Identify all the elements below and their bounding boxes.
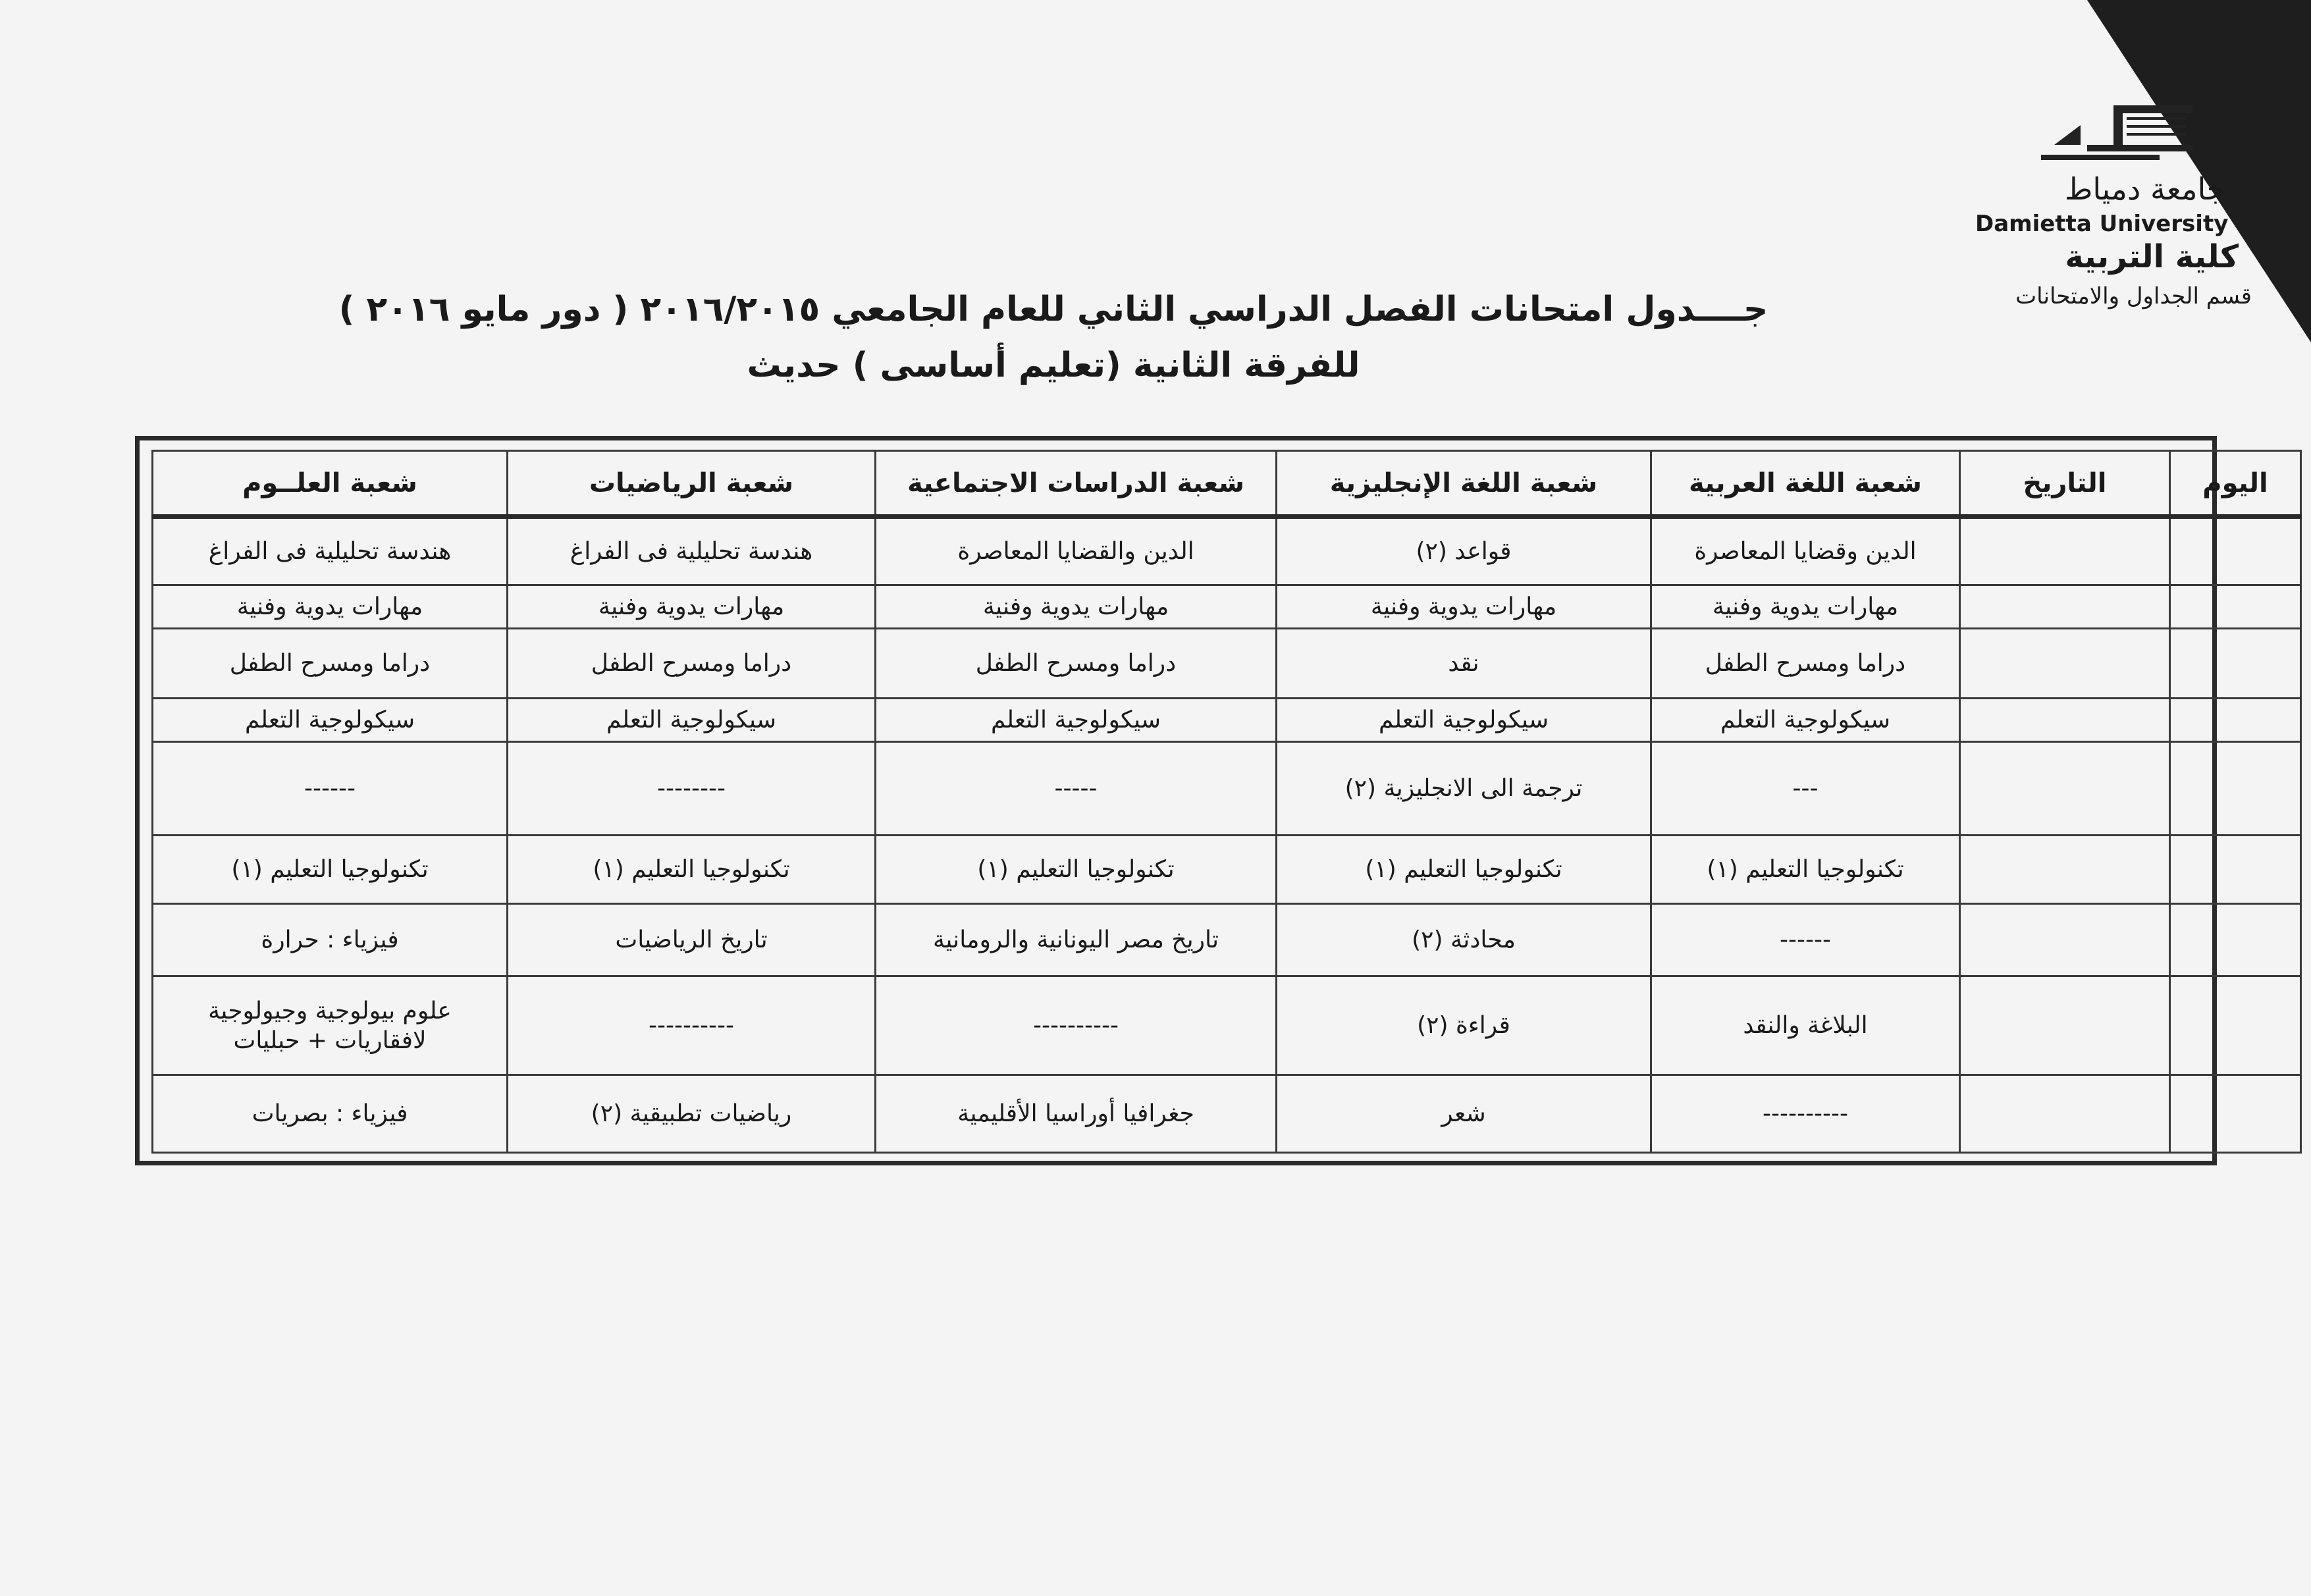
cell-arabic: سيكولوجية التعلم (1651, 699, 1960, 742)
cell-arabic: مهارات يدوية وفنية (1651, 585, 1960, 629)
cell-social: سيكولوجية التعلم (876, 699, 1277, 742)
university-logo (1969, 99, 2252, 309)
cell-math: -------- (508, 742, 876, 836)
cell-english: ترجمة الى الانجليزية (٢) (1277, 742, 1651, 836)
cell-social: تكنولوجيا التعليم (١) (876, 836, 1277, 904)
table-header-row (153, 451, 2301, 517)
cell-english: مهارات يدوية وفنية (1277, 585, 1651, 629)
cell-day (2170, 836, 2301, 904)
col-header-arabic: شعبة اللغة العربية (1651, 451, 1960, 517)
cell-date (1960, 585, 2170, 629)
exam-schedule-table (151, 450, 2302, 1154)
cell-math: ---------- (508, 976, 876, 1075)
table-row (153, 836, 2301, 904)
cell-english: نقد (1277, 629, 1651, 699)
department-name: قسم الجداول والامتحانات (2015, 283, 2252, 309)
cell-science: فيزياء : حرارة (153, 904, 508, 976)
col-header-science: شعبة العلــوم (153, 451, 508, 517)
table-row (153, 1075, 2301, 1153)
table-row (153, 699, 2301, 742)
cell-english: محادثة (٢) (1277, 904, 1651, 976)
cell-science: سيكولوجية التعلم (153, 699, 508, 742)
col-header-social: شعبة الدراسات الاجتماعية (876, 451, 1277, 517)
cell-arabic: الدين وقضايا المعاصرة (1651, 517, 1960, 585)
cell-math: سيكولوجية التعلم (508, 699, 876, 742)
table-row (153, 904, 2301, 976)
cell-science: هندسة تحليلية فى الفراغ (153, 517, 508, 585)
cell-date (1960, 836, 2170, 904)
cell-english: قراءة (٢) (1277, 976, 1651, 1075)
schedule-frame (135, 436, 2268, 1165)
cell-day (2170, 517, 2301, 585)
page-title: جــــدول امتحانات الفصل الدراسي الثاني للعام الجامعي ٢٠١٦/٢٠١٥ ( دور مايو ٢٠١٦ ) (338, 290, 1768, 329)
cell-science: ------ (153, 742, 508, 836)
cell-math: رياضيات تطبيقية (٢) (508, 1075, 876, 1153)
cell-social: جغرافيا أوراسيا الأقليمية (876, 1075, 1277, 1153)
faculty-name: كلية التربية (2065, 238, 2239, 275)
cell-day (2170, 742, 2301, 836)
cell-arabic: دراما ومسرح الطفل (1651, 629, 1960, 699)
cell-science: علوم بيولوجية وجيولوجية لافقاريات + حبليات (153, 976, 508, 1075)
cell-english: سيكولوجية التعلم (1277, 699, 1651, 742)
cell-arabic: تكنولوجيا التعليم (١) (1651, 836, 1960, 904)
cell-arabic: ---------- (1651, 1075, 1960, 1153)
cell-social: دراما ومسرح الطفل (876, 629, 1277, 699)
university-name-ar: جامعة دمياط (2064, 171, 2225, 207)
cell-date (1960, 629, 2170, 699)
cell-social: تاريخ مصر اليونانية والرومانية (876, 904, 1277, 976)
col-header-english: شعبة اللغة الإنجليزية (1277, 451, 1651, 517)
cell-english: شعر (1277, 1075, 1651, 1153)
cell-day (2170, 585, 2301, 629)
cell-social: ----- (876, 742, 1277, 836)
cell-day (2170, 699, 2301, 742)
cell-day (2170, 1075, 2301, 1153)
cell-math: هندسة تحليلية فى الفراغ (508, 517, 876, 585)
cell-date (1960, 976, 2170, 1075)
cell-date (1960, 1075, 2170, 1153)
table-row (153, 742, 2301, 836)
cell-date (1960, 699, 2170, 742)
cell-date (1960, 742, 2170, 836)
cell-math: تكنولوجيا التعليم (١) (508, 836, 876, 904)
cell-social: ---------- (876, 976, 1277, 1075)
cell-math: مهارات يدوية وفنية (508, 585, 876, 629)
cell-math: تاريخ الرياضيات (508, 904, 876, 976)
cell-science: مهارات يدوية وفنية (153, 585, 508, 629)
col-header-day: اليوم (2170, 451, 2301, 517)
cell-date (1960, 517, 2170, 585)
cell-arabic: --- (1651, 742, 1960, 836)
col-header-date: التاريخ (1960, 451, 2170, 517)
table-row (153, 585, 2301, 629)
table-row (153, 629, 2301, 699)
cell-science: دراما ومسرح الطفل (153, 629, 508, 699)
table-row (153, 517, 2301, 585)
cell-english: تكنولوجيا التعليم (١) (1277, 836, 1651, 904)
cell-social: الدين والقضايا المعاصرة (876, 517, 1277, 585)
cell-social: مهارات يدوية وفنية (876, 585, 1277, 629)
page-subtitle: للفرقة الثانية (تعليم أساسى ) حديث (747, 346, 1360, 385)
cell-math: دراما ومسرح الطفل (508, 629, 876, 699)
table-row (153, 976, 2301, 1075)
cell-science: فيزياء : بصريات (153, 1075, 508, 1153)
cell-date (1960, 904, 2170, 976)
cell-english: قواعد (٢) (1277, 517, 1651, 585)
university-name-en: Damietta University (1975, 211, 2229, 237)
col-header-math: شعبة الرياضيات (508, 451, 876, 517)
building-emblem-icon (2015, 99, 2206, 171)
cell-arabic: البلاغة والنقد (1651, 976, 1960, 1075)
cell-arabic: ------ (1651, 904, 1960, 976)
cell-day (2170, 904, 2301, 976)
cell-day (2170, 976, 2301, 1075)
cell-day (2170, 629, 2301, 699)
cell-science: تكنولوجيا التعليم (١) (153, 836, 508, 904)
